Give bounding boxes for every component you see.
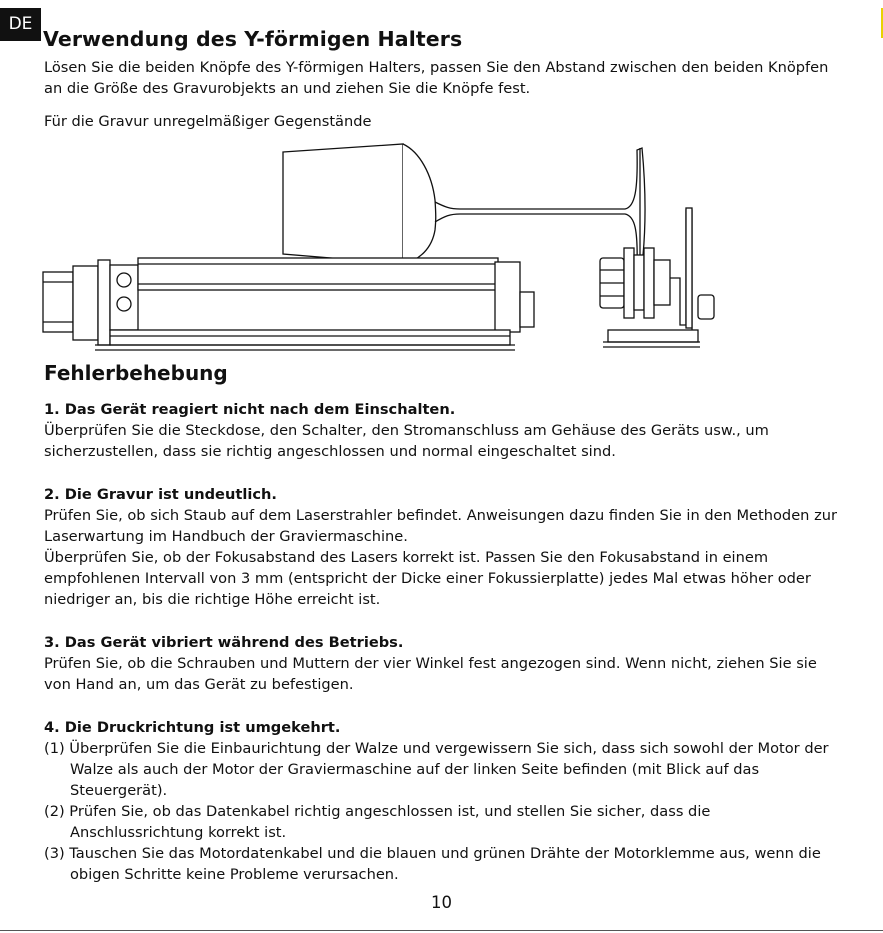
bottom-rule [0,930,883,931]
issue-3 [44,632,844,695]
wine-glass-icon [283,144,645,267]
issue-2 [44,484,844,610]
language-tab: DE [0,8,41,41]
issue-4-step-1: (1) Überprüfen Sie die Einbaurichtung der Walze und vergewissern Sie sich, dass sich sowohl der Motor der Walze als auch der Motor der Graviermaschine auf der linken Seite befinden (mit Blick auf das Steuergerät). [44,740,829,799]
issue-2-title: 2. Die Gravur ist undeutlich. [44,486,277,503]
issue-1-text: Überprüfen Sie die Steckdose, den Schalter, den Stromanschluss am Gehäuse des Geräts usw., um sicherzustellen, dass sie richtig angeschlossen und normal eingeschaltet sind. [44,422,769,460]
section-title-y-holder: Verwendung des Y-förmigen Halters [43,27,463,51]
page-number: 10 [431,893,452,912]
issue-2-text-1: Prüfen Sie, ob sich Staub auf dem Laserstrahler befindet. Anweisungen dazu finden Sie in den Methoden zur Laserwartung im Handbuch der Graviermaschine. [44,507,837,545]
issue-4-step-2: (2) Prüfen Sie, ob das Datenkabel richtig angeschlossen ist, und stellen Sie sicher, dass die Anschlussrichtung korrekt ist. [44,803,711,841]
roller-base-icon [43,258,534,350]
issue-1 [44,399,844,462]
roller-wine-glass-illustration [40,130,740,355]
issue-3-title: 3. Das Gerät vibriert während des Betriebs. [44,634,404,651]
y-holder-intro: Lösen Sie die beiden Knöpfe des Y-förmigen Halters, passen Sie den Abstand zwischen den beiden Knöpfen an die Größe des Gravurobjekts an und ziehen Sie die Knöpfe fest. [44,59,829,97]
issue-2-text-2: Überprüfen Sie, ob der Fokusabstand des Lasers korrekt ist. Passen Sie den Fokusabstand in einem empfohlenen Intervall von 3 mm (entspricht der Dicke einer Fokussierplatte) jedes Mal etwas höher oder niedriger an, bis die richtige Höhe erreicht ist. [44,549,811,608]
issue-4-title: 4. Die Druckrichtung ist umgekehrt. [44,719,341,736]
section-title-troubleshooting: Fehlerbehebung [44,361,228,385]
issue-1-title: 1. Das Gerät reagiert nicht nach dem Einschalten. [44,401,456,418]
issue-3-text: Prüfen Sie, ob die Schrauben und Muttern der vier Winkel fest angezogen sind. Wenn nicht, ziehen Sie sie von Hand an, um das Gerät zu befestigen. [44,655,817,693]
issue-4-step-3: (3) Tauschen Sie das Motordatenkabel und die blauen und grünen Drähte der Motorklemme aus, wenn die obigen Schritte keine Probleme verursachen. [44,845,821,883]
y-holder-side-icon [600,208,714,347]
figure-caption: Für die Gravur unregelmäßiger Gegenstände [44,113,372,130]
